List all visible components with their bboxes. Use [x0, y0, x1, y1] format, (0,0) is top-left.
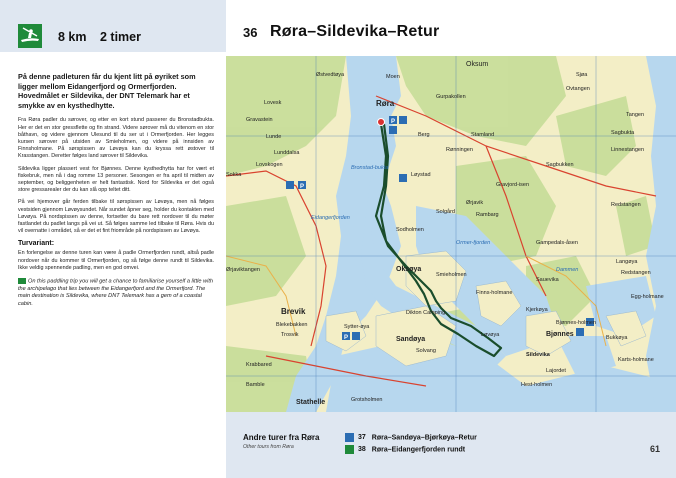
label-loystad: Løystad: [411, 172, 431, 178]
label-brevik: Brevik: [281, 307, 306, 316]
svg-text:P: P: [300, 184, 305, 190]
article-body: [18, 72, 214, 308]
label-berg: Berg: [418, 132, 430, 138]
other-tours-title: Andre turer fra Røra: [243, 433, 320, 442]
label-oksum: Oksum: [466, 61, 489, 68]
label-sodholmen: Sodholmen: [396, 227, 424, 233]
route-title: Røra–Sildevika–Retur: [270, 23, 440, 40]
label-solgard: Solgård: [436, 209, 455, 215]
label-rambarg: Rambarg: [476, 212, 499, 218]
label-orjavik: Ørjavik: [466, 200, 484, 206]
english-text: On this paddling trip you will get a chance to familiarise yourself a little with the archipelago that lies between the Eidangerfjord and the Ormerfjord. The main destination is Sildevika, where DNT Telemark has a gem of a coastal cabin.: [18, 278, 213, 307]
intro-text: På denne padleturen får du kjent litt på øyriket som ligger mellom Eidangerfjord og Ormerfjorden. Hovedmålet er Sildevika, der DNT Telemark har et smykke av en kysthedhytte.: [18, 72, 196, 110]
english-summary: [18, 278, 214, 308]
duration: 2 timer: [99, 30, 141, 44]
kayak-icon: [18, 24, 42, 48]
label-blekebakken: Blekebakken: [276, 322, 308, 328]
label-sagbukken: Sagbukken: [546, 162, 574, 168]
label-linnestangen: Linnestangen: [611, 147, 645, 153]
tour-link-38[interactable]: [345, 445, 465, 454]
label-lajordet: Lajordet: [546, 368, 566, 374]
label-hestholmen: Hest-holmen: [521, 382, 553, 388]
label-sildevika: Sildevika: [526, 352, 550, 358]
svg-text:P: P: [391, 119, 396, 125]
label-redstangen: Redstangen: [611, 202, 641, 208]
label-stathelle: Stathelle: [296, 399, 326, 406]
label-lovesk: Lovesk: [264, 100, 282, 106]
label-oksoya: Oksøya: [396, 266, 422, 273]
paragraph-2: Sildevika ligger plassert vest for Bjønnes. Denne kysthedhytta har for vært et fiskebruk, men nå i dag romme 13 personer. Sesongen er fra april til midten av september, og beliggenheten er helt fantastisk. Nord for Sildevika er det også store gressarealer der du kan slå opp teltet ditt.: [18, 165, 214, 194]
label-dammen: Dammen: [556, 267, 579, 273]
label-ronningen: Rønningen: [446, 147, 473, 153]
tour-link-37[interactable]: [345, 433, 477, 442]
label-gravastein: Gravastein: [246, 117, 273, 123]
label-langoya: Langøya: [616, 259, 638, 265]
label-solvang: Solvang: [416, 348, 436, 354]
label-bamble: Bamble: [246, 382, 265, 388]
kayak-icon: [345, 445, 354, 454]
label-eggholmane: Egg-holmane: [631, 294, 664, 300]
uk-flag-icon: [18, 278, 26, 284]
label-rora: Røra: [376, 99, 395, 108]
tour-number: 37: [358, 434, 366, 442]
label-redstangen-2: Redstangen: [621, 270, 651, 276]
svg-text:P: P: [344, 335, 349, 341]
label-stamland: Stamland: [471, 132, 495, 138]
label-kjerkoya: Kjerkøya: [526, 307, 548, 313]
kayak-icon: [345, 433, 354, 442]
label-sjoa: Sjøa: [576, 72, 588, 78]
label-lovskogen: Lovskogen: [256, 162, 283, 168]
label-sytteroya: Sytter-øya: [344, 324, 370, 330]
distance: 8 km: [58, 30, 87, 44]
label-ovtangen: Ovtangen: [566, 86, 590, 92]
label-trosvik: Trosvik: [281, 332, 299, 338]
label-krabbared: Krabbared: [246, 362, 272, 368]
label-eidangerfjorden: Eidangerfjorden: [311, 215, 350, 221]
label-grotsholmen: Grotsholmen: [351, 397, 383, 403]
label-lunddalsa: Lunddalsa: [274, 150, 300, 156]
label-bukkoya: Bukkøya: [606, 335, 628, 341]
label-dikton: Dikton Camping: [406, 310, 446, 316]
variant-paragraph: En forlengelse av denne turen kan være å padle Ormerfjorden rundt, altså padle nordover når du kommer til Ormerfjorden, og så følge denne rundt til Sildevika. Ikke veldig spennende padling, men en god omvei.: [18, 250, 214, 271]
left-column: [0, 0, 226, 478]
label-lunde: Lunde: [266, 134, 282, 140]
route-number: 36: [243, 25, 258, 40]
label-bronstadbukta: Bronstad-bukta: [351, 165, 389, 171]
tour-name: Røra–Eidangerfjorden rundt: [371, 446, 466, 454]
label-smieholmen: Smieholmen: [436, 272, 467, 278]
paragraph-1: Fra Røra padler du sørover, og etter en kort stund passerer du Bronstadbukta. Her er det en stor gressflette og fin strand. Videre sørover må du vitenom en stor båthavn, og videre gjennom Ulesund til du ser ut i Ormerfjorden. Her legges kursen sørover på utsiden av Smieholmen, og videre på innsiden av Finnsholmane. På sørspissen av Løvøya kan du kryssa rett østover til Krasstangen. Deretter følges land sørover til Sildevika.: [18, 117, 214, 160]
label-sokka: Sokka: [226, 172, 242, 178]
tour-number: 38: [358, 446, 366, 454]
route-map[interactable]: [226, 56, 676, 412]
label-lovoya: Løvøya: [481, 332, 500, 338]
start-marker: [378, 119, 385, 126]
label-ormerfjorden: Ormer-fjorden: [456, 240, 491, 246]
label-bjonnes: Bjønnes: [546, 331, 574, 338]
label-bjonnes-holmen: Bjønnes-holmen: [556, 320, 597, 326]
page-number: 61: [650, 444, 661, 454]
label-orjaviktangen: Ørjaviktangen: [226, 267, 260, 273]
other-tours-subtitle: Other tours from Røra: [243, 444, 294, 450]
label-finnsholmane: Finns-holmane: [476, 290, 513, 296]
label-gravjord: Gravjord-isen: [496, 182, 530, 188]
map-svg: [226, 56, 676, 412]
label-moen: Moen: [386, 74, 400, 80]
label-gurpakollen: Gurpakollen: [436, 94, 466, 100]
label-orstvedtoya: Østvedtøya: [316, 72, 345, 78]
label-tangen: Tangen: [626, 112, 645, 118]
label-gampedalsasen: Gampedals-åsen: [536, 240, 578, 246]
label-sauevika: Sauevika: [536, 277, 559, 283]
label-sagbukta: Sagbukta: [611, 130, 635, 136]
label-sandoya: Sandøya: [396, 336, 426, 343]
tour-name: Røra–Sandøya–Bjørkøya–Retur: [371, 434, 477, 442]
route-meta: [58, 30, 141, 44]
paragraph-3: På vei hjemover går ferden tilbake til sørspissen av Løvøya, men nå følges vestsiden gjennom Løvøysundet. Når sundet åpner seg, holder du kontakten med Løvøya. På nordspissen av denne, fortsetter du bare rett nordover til du møter fastlandet du padlet langs på vei ut. Så følges samme led tilbake til Røra. Hvis du vil overnatte i området, så er det et fint friområde på nordspissen av Løvøya.: [18, 199, 214, 235]
variant-heading: Turvariant:: [18, 240, 55, 248]
label-kartsholmane: Karts-holmane: [618, 357, 654, 363]
